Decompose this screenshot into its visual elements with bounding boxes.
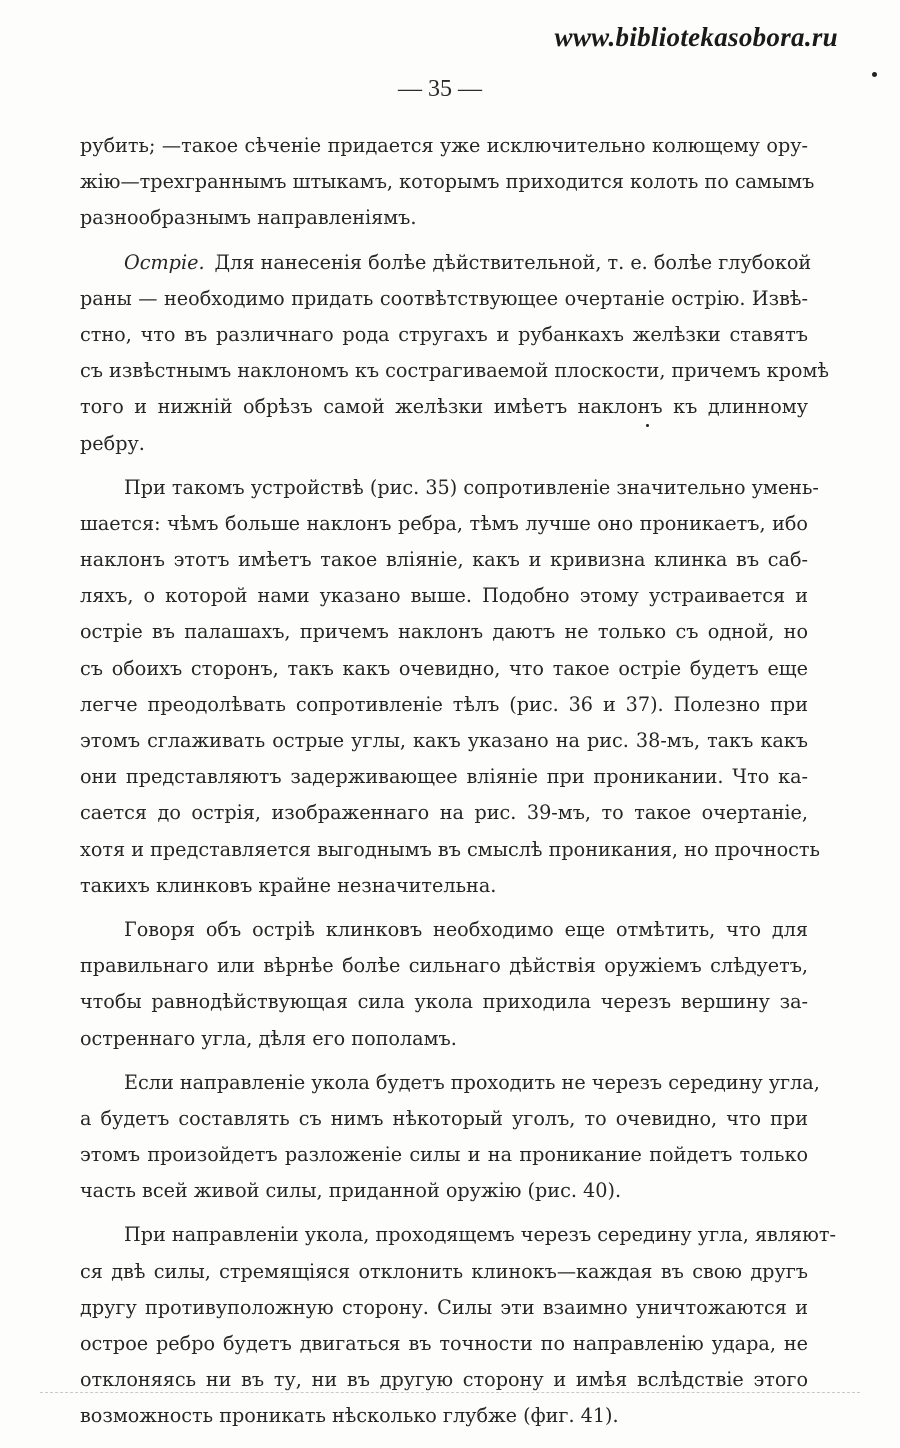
text-line: жію—трехграннымъ штыкамъ, которымъ приходится колоть по самымъ [80,170,815,194]
page-body [80,128,836,1443]
text-line: того и нижній обрѣзъ самой желѣзки имѣетъ наклонъ къ длинному [80,395,808,419]
text-line: правильнаго или вѣрнѣе болѣе сильнаго дѣйствія оружіемъ слѣдуетъ, [80,954,808,978]
text-line: этомъ сглаживать острые углы, какъ указано на рис. 38-мъ, такъ какъ [80,729,808,752]
text-line: часть всей живой силы, приданной оружію (рис. 40). [80,1179,622,1203]
text-line: наклонъ этотъ имѣетъ такое вліяніе, какъ и кривизна клинка въ саб- [80,548,808,572]
text-line: съ извѣстнымъ наклономъ къ сострагиваемой плоскости, причемъ кромѣ [80,359,829,383]
page-edge-line [40,1392,860,1393]
paragraph-6 [80,1217,836,1434]
paragraph-2 [80,245,829,462]
paragraph-1 [80,128,815,237]
text-line: При такомъ устройствѣ (рис. 35) сопротивленіе значительно умень- [124,475,819,499]
text-line: другу противуположную сторону. Силы эти взаимно уничтожаются и [80,1295,808,1319]
text-line: ся двѣ силы, стремящіяся отклонить клинокъ—каждая въ свою другъ [80,1259,808,1283]
text-line: острое ребро будетъ двигаться въ точности по направленію удара, не [80,1332,808,1355]
text-line: ляхъ, о которой нами указано выше. Подобно этому устраивается и [80,584,808,608]
text-line-content: Для нанесенія болѣе дѣйствительной, т. е. болѣе глубокой [214,250,812,274]
text-line: При направленіи укола, проходящемъ черезъ середину угла, являют- [124,1223,836,1247]
text-line: такихъ клинковъ крайне незначительна. [80,873,497,897]
text-line: они представляютъ задерживающее вліяніе при проникании. Что ка- [80,765,808,789]
text-line: шается: чѣмъ больше наклонъ ребра, тѣмъ лучше оно проникаетъ, ибо [80,511,808,535]
text-line: остреннаго угла, дѣля его пополамъ. [80,1026,457,1050]
text-line: остріе въ палашахъ, причемъ наклонъ даютъ не только съ одной, но [80,620,808,644]
text-line [80,245,812,281]
text-line: съ обоихъ сторонъ, такъ какъ очевидно, что такое остріе будетъ еще [80,656,808,680]
ink-speck [646,424,649,427]
text-line: рубить; —такое сѣченіе придается уже исключительно колющему ору- [80,134,808,157]
text-line: стно, что въ различнаго рода стругахъ и рубанкахъ желѣзки ставятъ [80,322,808,346]
text-line: хотя и представляется выгоднымъ въ смыслѣ проникания, но прочность [80,837,820,861]
text-line: разнообразнымъ направленіямъ. [80,206,417,230]
ink-speck [872,72,877,77]
text-line: раны — необходимо придать соотвѣтствующее очертаніе острію. Извѣ- [80,286,808,310]
paragraph-4 [80,912,808,1057]
text-line: отклоняясь ни въ ту, ни въ другую сторону и имѣя вслѣдствіе этого [80,1368,808,1392]
text-line: а будетъ составлять съ нимъ нѣкоторый уголъ, то очевидно, что при [80,1106,808,1130]
page-number: — 35 — [398,76,482,102]
text-line: Если направленіе укола будетъ проходить не черезъ середину угла, [124,1070,820,1094]
text-line: чтобы равнодѣйствующая сила укола приходила черезъ вершину за- [80,990,808,1014]
site-watermark: www.bibliotekasobora.ru [554,22,838,52]
paragraph-5 [80,1065,820,1210]
text-line: сается до острія, изображеннаго на рис. 39-мъ, то такое очертаніе, [80,801,808,825]
paragraph-3 [80,470,820,904]
text-line: легче преодолѣвать сопротивленіе тѣлъ (рис. 36 и 37). Полезно при [80,692,808,716]
text-line: ребру. [80,431,145,455]
text-line: возможность проникать нѣсколько глубже (фиг. 41). [80,1404,619,1428]
text-line: Говоря объ остріѣ клинковъ необходимо еще отмѣтить, что для [124,917,808,941]
section-lead: Остріе. [124,250,205,274]
text-line: этомъ произойдетъ разложеніе силы и на проникание пойдетъ только [80,1143,808,1167]
